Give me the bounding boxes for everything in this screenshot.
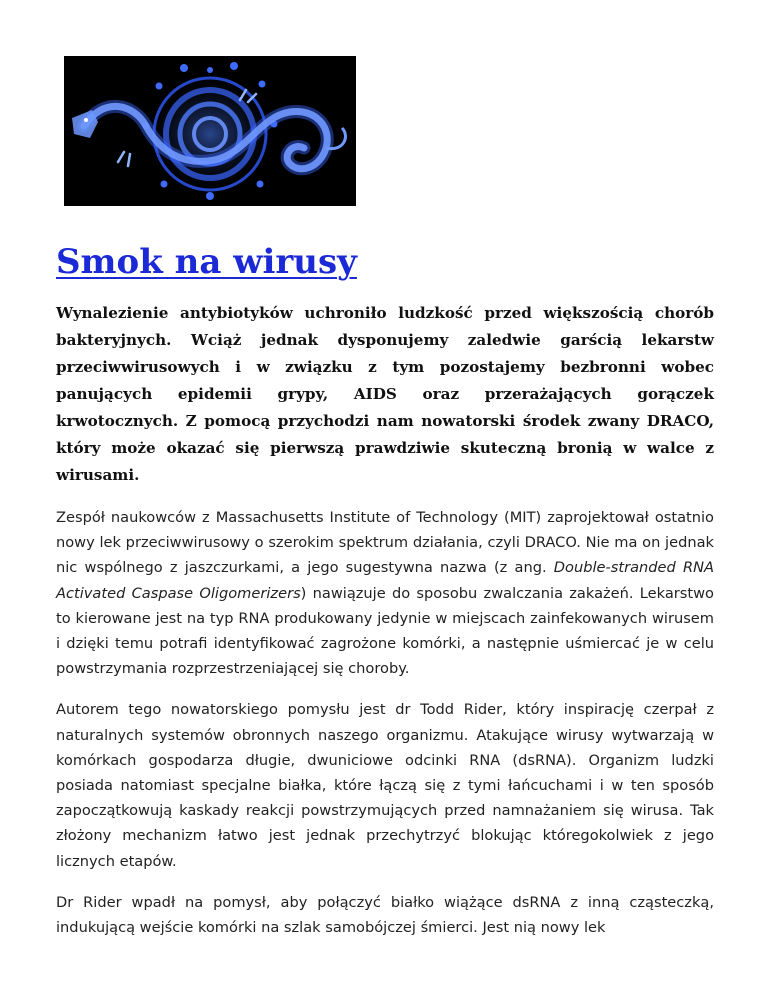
paragraph-1-text-b: ) nawiązuje do sposobu zwalczania zakażeń. Lekarstwo to kierowane jest na typ RNA produkowany jedynie w miejscach zainfekowanych wirusem i dzięki temu potrafi identyfikować zagrożone komórki, a następnie uśmiercać je w celu powstrzymania rozprzestrzeniającej się choroby.	[56, 584, 714, 678]
draco-full-name: Double-stranded RNA Activated Caspase Oligomerizers	[56, 559, 715, 602]
article-title	[56, 242, 714, 282]
dragon-image	[64, 56, 356, 206]
article-title-link[interactable]: Smok na wirusy	[56, 242, 357, 282]
article-lead: Wynalezienie antybiotyków uchroniło ludzkość przed większością chorób bakteryjnych. Wciąż jednak dysponujemy zaledwie garścią lekarstw przeciwwirusowych i w związku z tym pozostajemy bezbronni wobec panujących epidemii grypy, AIDS oraz przerażających gorączek krwotocznych. Z pomocą przychodzi nam nowatorski środek zwany DRACO, który może okazać się pierwszą prawdziwie skuteczną bronią w walce z wirusami.	[56, 304, 714, 484]
paragraph-2: Autorem tego nowatorskiego pomysłu jest dr Todd Rider, który inspirację czerpał z naturalnych systemów obronnych naszego organizmu. Atakujące wirusy wytwarzają w komórkach gospodarza długie, dwuniciowe odcinki RNA (dsRNA). Organizm ludzki posiada natomiast specjalne białka, które łączą się z tymi łańcuchami i w ten sposób zapoczątkowują kaskady reakcji powstrzymujących przed namnażaniem się wirusa. Tak złożony mechanizm łatwo jest jednak przechytrzyć blokując któregokolwiek z jego licznych etapów.	[56, 701, 714, 870]
paragraph-1-text-a: Zespół naukowców z Massachusetts Institute of Technology (MIT) zaprojektował ostatnio nowy lek przeciwwirusowy o szerokim spektrum działania, czyli DRACO. Nie ma on jednak nic wspólnego z jaszczurkami, a jego sugestywna nazwa (z ang.	[56, 509, 714, 577]
article-page	[56, 56, 714, 940]
paragraph-3: Dr Rider wpadł na pomysł, aby połączyć białko wiążące dsRNA z inną cząsteczką, indukującą wejście komórki na szlak samobójczej śmierci. Jest nią nowy lek	[56, 893, 714, 937]
dragon-icon	[64, 56, 356, 206]
paragraph-1	[56, 505, 714, 681]
